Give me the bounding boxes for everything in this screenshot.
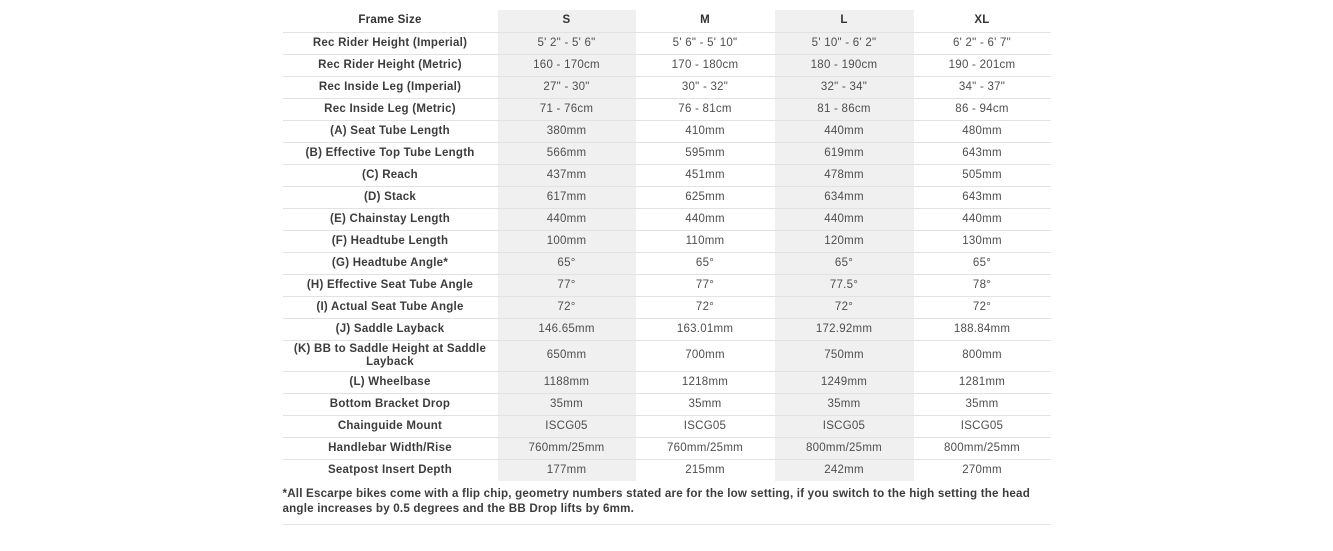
value-m: 1218mm <box>681 375 729 388</box>
row-label: (A) Seat Tube Length <box>330 124 450 137</box>
table-row <box>283 230 1051 252</box>
value-s: 71 - 76cm <box>498 98 636 120</box>
value-m: ISCG05 <box>683 419 727 432</box>
flip-chip-footnote: *All Escarpe bikes come with a flip chip, geometry numbers stated are for the low setting, if you switch to the high setting the head angle increases by 0.5 degrees and the BB Drop lifts by 6mm. <box>283 487 1051 525</box>
value-m: 215mm <box>685 463 725 476</box>
value-l: 35mm <box>775 393 914 415</box>
table-row <box>283 186 1051 208</box>
table-row <box>283 98 1051 120</box>
value-xl: 130mm <box>962 234 1002 247</box>
value-m: 170 - 180cm <box>671 58 739 71</box>
row-label: (L) Wheelbase <box>349 375 431 388</box>
value-xl: 65° <box>972 256 992 269</box>
value-m: 440mm <box>685 212 725 225</box>
value-s: ISCG05 <box>498 415 636 437</box>
table-row <box>283 296 1051 318</box>
value-xl: 270mm <box>962 463 1002 476</box>
value-l: 440mm <box>775 120 914 142</box>
value-l: ISCG05 <box>775 415 914 437</box>
table-row <box>283 76 1051 98</box>
table-row <box>283 415 1051 437</box>
value-s: 437mm <box>498 164 636 186</box>
value-s: 5' 2" - 5' 6" <box>498 32 636 54</box>
row-label: Seatpost Insert Depth <box>327 463 453 476</box>
row-label: (B) Effective Top Tube Length <box>305 146 475 159</box>
row-label: (E) Chainstay Length <box>329 212 450 225</box>
table-row <box>283 252 1051 274</box>
value-s: 146.65mm <box>498 318 636 340</box>
value-s: 160 - 170cm <box>498 54 636 76</box>
table-row <box>283 318 1051 340</box>
row-label: (C) Reach <box>362 168 418 181</box>
value-l: 32" - 34" <box>775 76 914 98</box>
value-m: 77° <box>695 278 715 291</box>
value-s: 77° <box>498 274 636 296</box>
header-size-l: L <box>775 10 914 32</box>
value-m: 410mm <box>685 124 725 137</box>
row-label: Handlebar Width/Rise <box>328 441 452 454</box>
value-s: 65° <box>498 252 636 274</box>
value-s: 177mm <box>498 459 636 481</box>
value-m: 625mm <box>685 190 725 203</box>
value-xl: 188.84mm <box>953 322 1011 335</box>
value-s: 35mm <box>498 393 636 415</box>
value-l: 77.5° <box>775 274 914 296</box>
header-size-m: M <box>700 14 710 27</box>
row-label: (D) Stack <box>363 190 417 203</box>
value-xl: 505mm <box>962 168 1002 181</box>
table-row <box>283 120 1051 142</box>
table-row <box>283 208 1051 230</box>
row-label: (J) Saddle Layback <box>335 322 445 335</box>
row-label: Rec Rider Height (Metric) <box>318 58 462 71</box>
value-xl: 800mm/25mm <box>944 441 1020 454</box>
value-s: 617mm <box>498 186 636 208</box>
value-s: 72° <box>498 296 636 318</box>
value-xl: 643mm <box>962 190 1002 203</box>
value-l: 120mm <box>775 230 914 252</box>
geometry-table <box>283 10 1051 481</box>
table-row <box>283 371 1051 393</box>
table-row <box>283 164 1051 186</box>
value-s: 27" - 30" <box>498 76 636 98</box>
table-row <box>283 459 1051 481</box>
table-row <box>283 54 1051 76</box>
value-l: 619mm <box>775 142 914 164</box>
row-label: (F) Headtube Length <box>331 234 449 247</box>
value-s: 380mm <box>498 120 636 142</box>
header-size-xl: XL <box>974 14 990 27</box>
value-l: 440mm <box>775 208 914 230</box>
value-m: 700mm <box>685 349 725 361</box>
table-row <box>283 393 1051 415</box>
value-m: 72° <box>695 300 715 313</box>
value-m: 65° <box>695 256 715 269</box>
value-xl: 440mm <box>962 212 1002 225</box>
value-l: 800mm/25mm <box>775 437 914 459</box>
header-size-s: S <box>498 10 636 32</box>
value-xl: 72° <box>972 300 992 313</box>
value-xl: 78° <box>972 278 992 291</box>
value-xl: ISCG05 <box>960 419 1004 432</box>
row-label: (K) BB to Saddle Height at Saddle Layback <box>293 342 487 368</box>
value-m: 30" - 32" <box>681 80 729 93</box>
value-s: 1188mm <box>498 371 636 393</box>
value-s: 100mm <box>498 230 636 252</box>
geometry-table-section <box>283 0 1051 525</box>
value-l: 180 - 190cm <box>775 54 914 76</box>
table-row <box>283 340 1051 371</box>
value-l: 634mm <box>775 186 914 208</box>
table-row <box>283 437 1051 459</box>
value-l: 750mm <box>775 340 914 371</box>
value-l: 65° <box>775 252 914 274</box>
header-row <box>283 10 1051 32</box>
value-m: 5' 6" - 5' 10" <box>672 36 738 49</box>
value-m: 163.01mm <box>676 322 734 335</box>
value-s: 650mm <box>498 340 636 371</box>
value-m: 595mm <box>685 146 725 159</box>
value-l: 72° <box>775 296 914 318</box>
value-l: 172.92mm <box>775 318 914 340</box>
value-xl: 35mm <box>965 397 999 410</box>
header-frame-size: Frame Size <box>358 14 422 27</box>
value-m: 76 - 81cm <box>678 102 732 115</box>
value-xl: 6' 2" - 6' 7" <box>953 36 1011 49</box>
value-s: 760mm/25mm <box>498 437 636 459</box>
value-m: 451mm <box>685 168 725 181</box>
value-xl: 643mm <box>962 146 1002 159</box>
value-xl: 1281mm <box>958 375 1006 388</box>
row-label: Rec Inside Leg (Metric) <box>324 102 456 115</box>
table-row <box>283 32 1051 54</box>
value-m: 760mm/25mm <box>667 441 743 454</box>
value-m: 35mm <box>688 397 722 410</box>
row-label: (H) Effective Seat Tube Angle <box>306 278 474 291</box>
table-row <box>283 274 1051 296</box>
value-xl: 480mm <box>962 124 1002 137</box>
value-l: 478mm <box>775 164 914 186</box>
value-s: 566mm <box>498 142 636 164</box>
value-l: 5' 10" - 6' 2" <box>775 32 914 54</box>
value-l: 81 - 86cm <box>775 98 914 120</box>
row-label: Bottom Bracket Drop <box>329 397 451 410</box>
value-xl: 34" - 37" <box>958 80 1006 93</box>
value-s: 440mm <box>498 208 636 230</box>
row-label: Rec Rider Height (Imperial) <box>312 36 468 49</box>
table-row <box>283 142 1051 164</box>
row-label: Chainguide Mount <box>337 419 443 432</box>
value-xl: 190 - 201cm <box>948 58 1016 71</box>
value-xl: 86 - 94cm <box>955 102 1009 115</box>
row-label: (I) Actual Seat Tube Angle <box>316 300 464 313</box>
row-label: (G) Headtube Angle* <box>331 256 449 269</box>
row-label: Rec Inside Leg (Imperial) <box>318 80 462 93</box>
value-l: 1249mm <box>775 371 914 393</box>
value-l: 242mm <box>775 459 914 481</box>
value-xl: 800mm <box>962 349 1002 361</box>
value-m: 110mm <box>685 234 725 247</box>
